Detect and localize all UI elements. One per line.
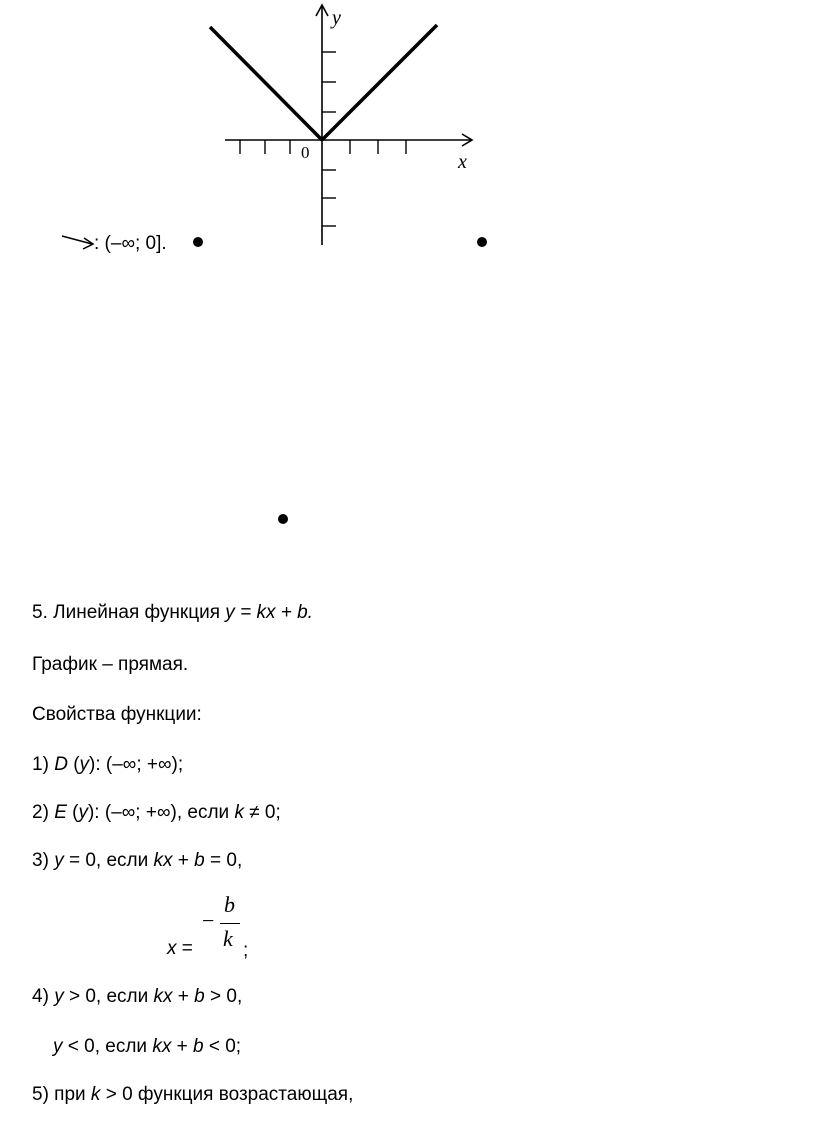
property-5: 5) при k > 0 функция возрастающая, — [32, 1084, 354, 1105]
property-3: 3) y = 0, если kx + b = 0, — [32, 850, 243, 871]
bullet-dot — [477, 237, 487, 247]
bullet-dot — [193, 237, 203, 247]
abs-function-graph — [200, 0, 490, 250]
x-axis-label: x — [458, 151, 467, 173]
domain-note: : (–∞; 0]. — [94, 233, 167, 254]
origin-label: 0 — [301, 143, 310, 162]
graph-left-branch — [210, 27, 322, 140]
formula-semicolon: ; — [243, 940, 249, 961]
properties-heading: Свойства функции: — [32, 704, 202, 725]
property-4-negative: y < 0, если kx + b < 0; — [53, 1036, 242, 1057]
property-2: 2) E (y): (–∞; +∞), если k ≠ 0; — [32, 802, 281, 823]
x-ticks — [240, 140, 406, 154]
fraction-minus: − — [202, 908, 215, 933]
y-axis-label: y — [332, 7, 341, 29]
root-formula: x = — [167, 938, 193, 959]
fraction-denominator: k — [223, 926, 233, 951]
section-title: 5. Линейная функция y = kx + b. — [32, 602, 313, 623]
arrow-right-icon — [60, 232, 96, 252]
property-1: 1) D (y): (–∞; +∞); — [32, 754, 184, 775]
fraction-bar — [220, 923, 240, 924]
property-4: 4) y > 0, если kx + b > 0, — [32, 986, 243, 1007]
fraction-numerator: b — [224, 892, 235, 917]
graph-description: График – прямая. — [32, 654, 189, 675]
graph-right-branch — [322, 25, 437, 140]
bullet-dot — [278, 514, 288, 524]
